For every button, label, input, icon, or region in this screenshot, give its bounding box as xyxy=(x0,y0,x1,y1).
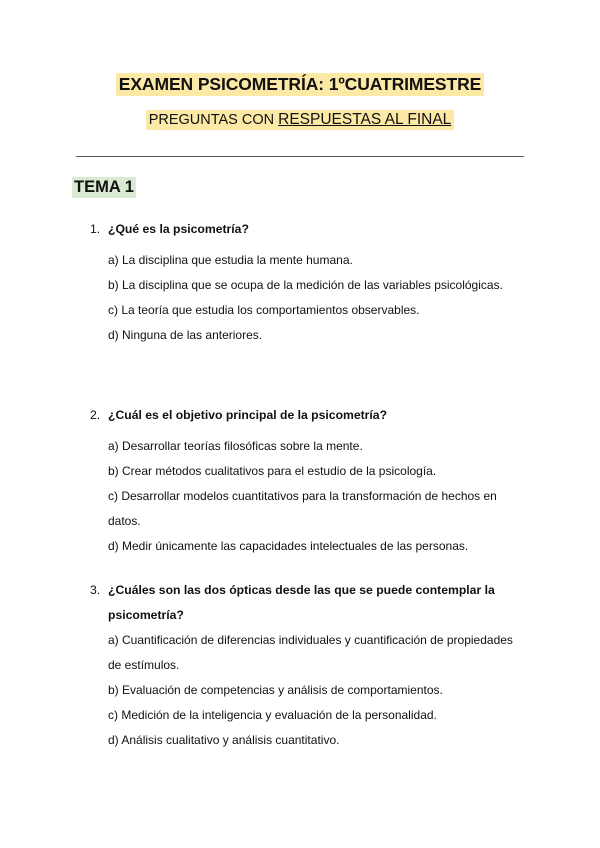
question-1 xyxy=(90,217,530,348)
question-text: ¿Cuál es el objetivo principal de la psicometría? xyxy=(108,408,388,422)
question-2 xyxy=(90,403,530,559)
subtitle-prefix: PREGUNTAS CON xyxy=(148,112,279,128)
option-b: b) La disciplina que se ocupa de la medición de las variables psicológicas. xyxy=(108,278,503,292)
option-c: c) Desarrollar modelos cuantitativos para la transformación de hechos en xyxy=(108,489,497,503)
question-text-line-2: psicometría? xyxy=(108,608,184,622)
option-b: b) Crear métodos cualitativos para el estudio de la psicología. xyxy=(108,464,437,478)
option-b: b) Evaluación de competencias y análisis de comportamientos. xyxy=(108,683,443,697)
option-d: d) Ninguna de las anteriores. xyxy=(108,328,263,342)
question-text-line-1: ¿Cuáles son las dos ópticas desde las que se puede contemplar la xyxy=(108,583,495,597)
page-subtitle xyxy=(146,110,455,130)
subtitle-underlined: RESPUESTAS AL FINAL xyxy=(278,111,452,128)
section-heading: TEMA 1 xyxy=(74,178,134,196)
option-c-continued: datos. xyxy=(108,514,141,528)
option-d: d) Medir únicamente las capacidades intelectuales de las personas. xyxy=(108,539,469,553)
option-d: d) Análisis cualitativo y análisis cuantitativo. xyxy=(108,733,340,747)
question-text: ¿Qué es la psicometría? xyxy=(108,222,249,236)
option-a: a) Desarrollar teorías filosóficas sobre la mente. xyxy=(108,439,363,453)
page-title: EXAMEN PSICOMETRÍA: 1ºCUATRIMESTRE xyxy=(116,73,484,96)
question-number: 1. xyxy=(90,222,101,236)
question-number: 2. xyxy=(90,408,101,422)
option-a-continued: de estímulos. xyxy=(108,658,180,672)
option-c: c) Medición de la inteligencia y evaluación de la personalidad. xyxy=(108,708,437,722)
title-container xyxy=(0,73,600,96)
option-c: c) La teoría que estudia los comportamientos observables. xyxy=(108,303,420,317)
horizontal-divider xyxy=(76,156,524,157)
question-3 xyxy=(90,578,530,753)
section-container xyxy=(72,177,136,198)
option-a: a) Cuantificación de diferencias individuales y cuantificación de propiedades xyxy=(108,633,513,647)
option-a: a) La disciplina que estudia la mente humana. xyxy=(108,253,353,267)
question-number: 3. xyxy=(90,583,101,597)
subtitle-container xyxy=(0,110,600,130)
